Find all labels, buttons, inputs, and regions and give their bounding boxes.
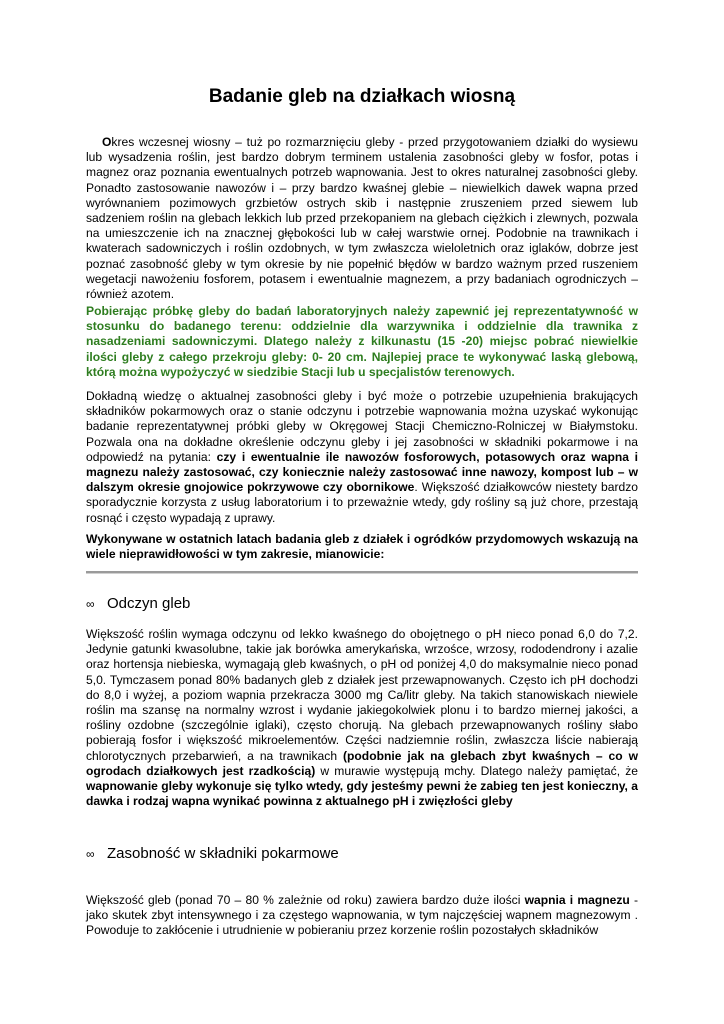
section-nutrients-title: Zasobność w składniki pokarmowe	[107, 845, 339, 862]
infinity-bullet-icon: ∞	[86, 597, 95, 611]
nutrients-bold-a: wapnia i magnezu	[524, 893, 630, 907]
nutrients-text-a: Większość gleb (ponad 70 – 80 % zależnie od roku) zawiera bardzo duże ilości	[86, 893, 525, 907]
ph-text-a: Większość roślin wymaga odczynu od lekko kwaśnego do obojętnego o pH nieco ponad 6,0 do 7,2. Jedynie gatunki kwasolubne, takie jak borówka amerykańska, wrzośce, wrzosy, rododendrony i azalie oraz hortensja niebieska, wymagają gleb kwaśnych, o pH od poniżej 4,0 do maksymalnie nieco ponad 5,0. Tymczasem ponad 80% badanych gleb z działek jest przewapnowanych. Często ich pH dochodzi do 8,0 i wyżej, a poziom wapnia przekracza 3000 mg Ca/litr gleby. Na takich stanowiskach niewiele roślin ma szansę na normalny wzrost i wydanie jakiegokolwiek plonu i to bardzo miernej jakości, a rośliny ozdobne (szczególnie iglaki), często chorują. Na glebach przewapnowanych rośliny słabo pobierają fosfor i większość mikroelementów. Części nadziemnie roślin, zwłaszcza liście nabierają chlorotycznych przebarwień, a na trawnikach	[86, 627, 638, 763]
ph-paragraph	[86, 627, 638, 809]
nutrients-paragraph	[86, 893, 638, 939]
findings-intro: Wykonywane w ostatnich latach badania gleb z działek i ogródków przydomowych wskazują na wiele nieprawidłowości w tym zakresie, mianowicie:	[86, 532, 638, 562]
knowledge-text-a: Dokładną wiedzę o aktualnej zasobności gleby i być może o potrzebie uzupełnienia brakujących składników pokarmowych oraz o stanie odczynu i potrzebie wapnowania można uzyskać wykonując badanie reprezentatywnej próbki gleby w Okręgowej Stacji Chemiczno-Rolniczej w Białymstoku. Pozwala ona na dokładne określenie odczynu gleby i jej zasobności w składniki pokarmowe i na odpowiedź na pytania:	[86, 389, 638, 464]
ph-bold-a: (podobnie jak na glebach zbyt kwaśnych – co w ogrodach działkowych jest rzadkością)	[86, 748, 638, 778]
section-heading-nutrients	[86, 845, 638, 862]
intro-text: kres wczesnej wiosny – tuż po rozmarznięciu gleby - przed przygotowaniem działki do wysiewu lub wysadzenia roślin, jest bardzo dobrym terminem ustalenia zasobności gleby w fosfor, potas i magnez oraz poznania ewentualnych potrzeb wapnowania. Jest to okres naturalnej zasobności gleby. Ponadto zastosowanie nawozów i – przy bardzo kwaśnej glebie – niewielkich dawek wapna przed wyrównaniem pozimowych grzbietów ostrych skib i następnie zruszeniem przed siewem lub sadzeniem roślin na glebach lekkich lub przed przekopaniem na glebach ciężkich i zlewnych, pozwala na umieszczenie ich na znacznej głębokości lub w całej warstwie ornej. Podobnie na trawnikach i kwaterach sadowniczych i roślin ozdobnych, w tym zwłaszcza wieloletnich oraz iglaków, dobrze jest poznać zasobność gleby w tym okresie by nie popełnić błędów w bardzo ważnym przed ruszeniem wegetacji nawożeniu fosforem, potasem i ewentualnie magnezem, a przy badaniach ogrodniczych – również azotem.	[86, 135, 638, 302]
section-ph-title: Odczyn gleb	[107, 595, 191, 612]
knowledge-paragraph	[86, 389, 638, 526]
nutrients-text-b: - jako skutek zbyt intensywnego i za częstego wapnowania, w tym najczęściej wapnem magnezowym . Powoduje to zakłócenie i utrudnienie w pobieraniu przez korzenie roślin pozostałych składników	[86, 893, 638, 938]
ph-bold-b: wapnowanie gleby wykonuje się tylko wtedy, gdy jesteśmy pewni że zabieg ten jest konieczny, a dawka i rodzaj wapna wynikać powinna z aktualnego pH i zwięzłości gleby	[86, 779, 638, 809]
page-title: Badanie gleb na działkach wiosną	[208, 86, 516, 107]
intro-paragraph	[86, 135, 638, 302]
horizontal-divider	[86, 571, 638, 574]
sampling-paragraph: Pobierając próbkę gleby do badań laboratoryjnych należy zapewnić jej reprezentatywność w stosunku do badanego terenu: oddzielnie dla warzywnika i oddzielnie dla trawnika z nasadzeniami sadowniczymi. Dlatego należy z kilkunastu (15 -20) miejsc pobrać niewielkie ilości gleby z całego przekroju gleby: 0- 20 cm. Najlepiej prace te wykonywać laską glebową, którą można wypożyczyć w siedzibie Stacji lub u specjalistów terenowych.	[86, 304, 638, 379]
infinity-bullet-icon: ∞	[86, 847, 95, 861]
knowledge-text-b: . Większość działkowców niestety bardzo sporadycznie korzysta z usług laboratorium i to przeważnie wtedy, gdy rośliny są już chore, przestają rosnąć i często wypadają z uprawy.	[86, 480, 639, 525]
knowledge-bold: czy i ewentualnie ile nawozów fosforowych, potasowych oraz wapna i magnezu należy zastosować, czy koniecznie należy zastosować inne nawozy, kompost lub – w dalszym okresie gnojowice pokrzywowe czy obornikowe	[86, 449, 638, 495]
ph-text-b: w murawie występują mchy. Dlatego należy pamiętać, że	[315, 763, 638, 778]
section-heading-ph	[86, 595, 638, 612]
drop-letter: O	[102, 135, 112, 149]
